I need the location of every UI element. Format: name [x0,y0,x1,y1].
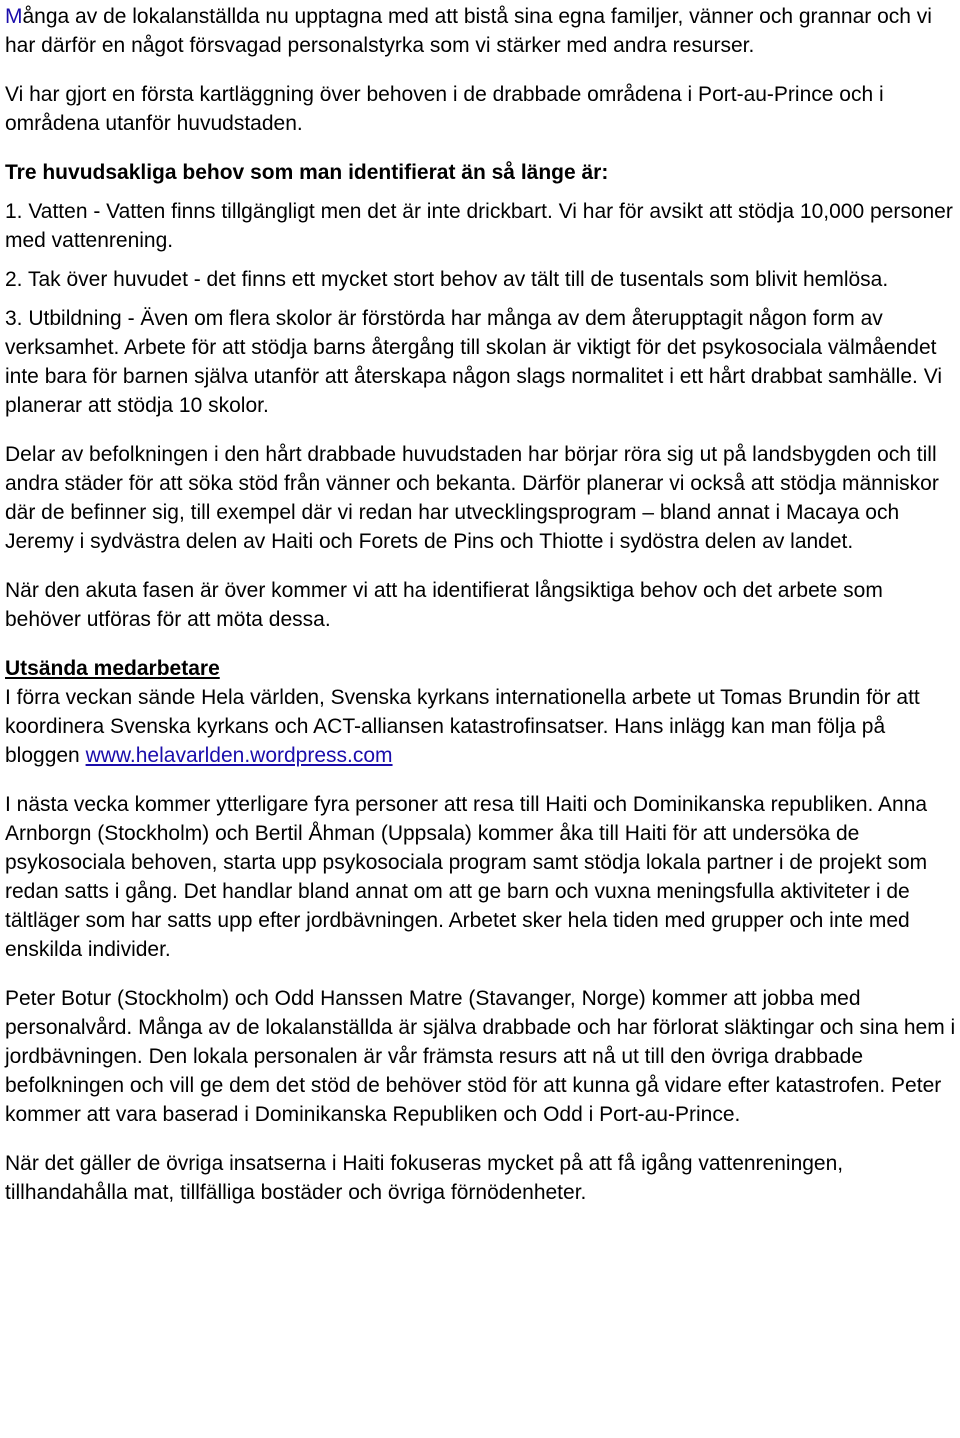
blog-link[interactable]: www.helavarlden.wordpress.com [85,744,393,767]
next-week-paragraph: I nästa vecka kommer ytterligare fyra personer att resa till Haiti och Dominikanska republiken. Anna Arnborgn (Stockholm) och Bertil Åhman (Uppsala) kommer åka till Haiti för att undersöka de psykosociala behoven, starta upp psykosociala program samt stödja lokala partner i de projekt som redan satts i gång. Det handlar bland annat om att ge barn och vuxna meningsfulla aktiviteter i de tältläger som har satts upp efter jordbävningen. Arbetet sker hela tiden med grupper och inte med enskilda individer. [5,793,928,961]
need-item-education: 3. Utbildning - Även om flera skolor är förstörda har många av dem återupptagit någon form av verksamhet. Arbete för att stödja barns återgång till skolan är viktigt för det psykosociala välmåendet inte bara för barnen själva utanför att återskapa någon slags normalitet i ett hårt drabbat samhälle. Vi planerar att stödja 10 skolor. [5,307,942,417]
intro-text: ånga av de lokalanställda nu upptagna med att bistå sina egna familjer, vänner och grannar och vi har därför en något försvagad personalstyrka som vi stärker med andra resurser. [5,5,932,57]
intro-paragraph [5,2,957,60]
needs-heading: Tre huvudsakliga behov som man identifierat än så länge är: [5,161,609,184]
rural-paragraph: Delar av befolkningen i den hårt drabbade huvudstaden har börjar röra sig ut på landsbygden och till andra städer för att söka stöd från vänner och bekanta. Därför planerar vi också att stödja människor där de befinner sig, till exempel där vi redan har utvecklingsprogram – bland annat i Macaya och Jeremy i sydvästra delen av Haiti och Forets de Pins och Thiotte i sydöstra delen av landet. [5,443,939,553]
peter-paragraph: Peter Botur (Stockholm) och Odd Hanssen Matre (Stavanger, Norge) kommer att jobba med personalvård. Många av de lokalanställda är själva drabbade och har förlorat släktingar och sina hem i jordbävningen. Den lokala personalen är vår främsta resurs att nå ut till den övriga drabbade befolkningen och vill ge dem det stöd de behöver stöd för att kunna gå vidare efter katastrofen. Peter kommer att vara baserad i Dominikanska Republiken och Odd i Port-au-Prince. [5,987,956,1126]
staff-section-body: I förra veckan sände Hela världen, Svenska kyrkans internationella arbete ut Tomas Brundin för att koordinera Svenska kyrkans och ACT-alliansen katastrofinsatser. Hans inlägg kan man följa på bloggen [5,686,920,767]
closing-paragraph: När det gäller de övriga insatserna i Haiti fokuseras mycket på att få igång vattenreningen, tillhandahålla mat, tillfälliga bostäder och övriga förnödenheter. [5,1152,844,1204]
need-item-water: 1. Vatten - Vatten finns tillgängligt men det är inte drickbart. Vi har för avsikt att stödja 10,000 personer med vattenrening. [5,200,953,252]
staff-section-title: Utsända medarbetare [5,657,220,680]
staff-section [5,654,957,770]
intro-first-letter: M [5,5,23,28]
longterm-paragraph: När den akuta fasen är över kommer vi att ha identifierat långsiktiga behov och det arbete som behöver utföras för att möta dessa. [5,579,883,631]
need-item-shelter: 2. Tak över huvudet - det finns ett mycket stort behov av tält till de tusentals som blivit hemlösa. [5,268,889,291]
document-body [5,2,957,1227]
mapping-paragraph: Vi har gjort en första kartläggning över behoven i de drabbade områdena i Port-au-Prince och i områdena utanför huvudstaden. [5,83,884,135]
